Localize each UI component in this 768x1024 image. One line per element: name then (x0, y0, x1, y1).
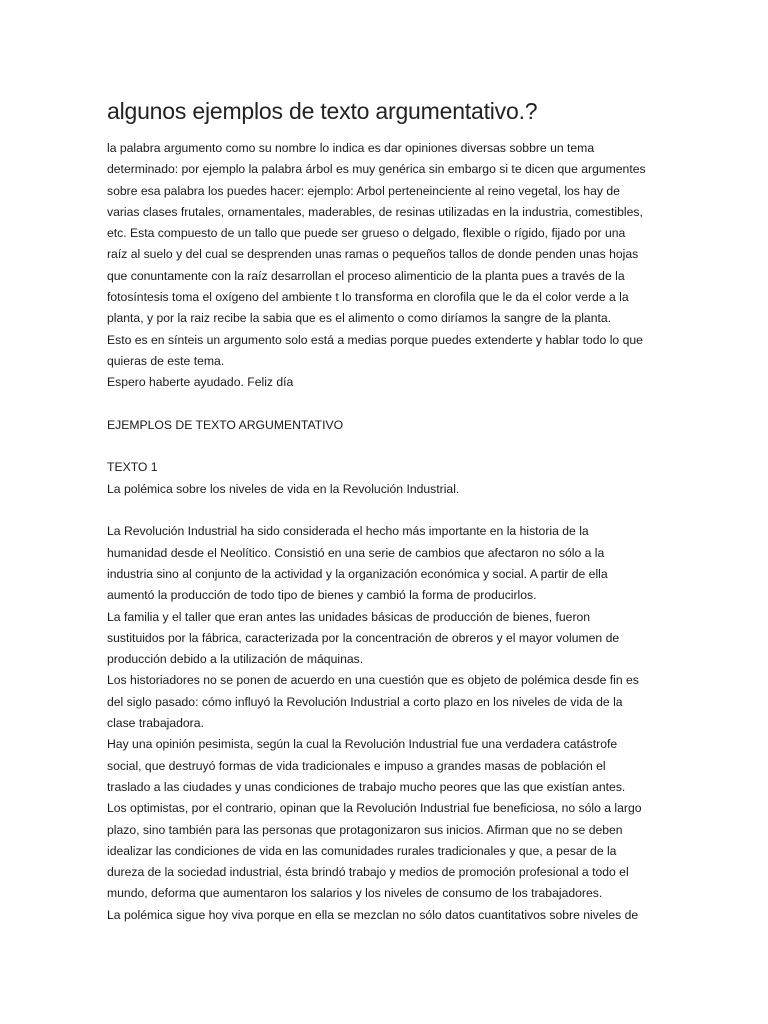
text-line: humanidad desde el Neolítico. Consistió en una serie de cambios que afectaron no sólo a la (107, 545, 605, 560)
text-line: fotosíntesis toma el oxígeno del ambiente t lo transforma en clorofila que le da el color verde a la (107, 290, 629, 305)
text-line: clase trabajadora. (107, 716, 204, 731)
text-line: varias clases frutales, ornamentales, maderables, de resinas utilizadas en la industria, comestibles, (107, 204, 643, 219)
text-line: La polémica sigue hoy viva porque en ella se mezclan no sólo datos cuantitativos sobre niveles de (107, 907, 639, 922)
text-line: que conuntamente con la raíz desarrollan el proceso alimenticio de la planta pues a través de la (107, 268, 625, 283)
text-line: traslado a las ciudades y unas condiciones de trabajo mucho peores que las que existían antes. (107, 779, 626, 794)
text-line: determinado: por ejemplo la palabra árbol es muy genérica sin embargo si te dicen que argumentes (107, 162, 646, 177)
text-line: mundo, deforma que aumentaron los salarios y los niveles de consumo de los trabajadores. (107, 886, 603, 901)
section-heading: EJEMPLOS DE TEXTO ARGUMENTATIVO (107, 417, 344, 432)
text-line: del siglo pasado: cómo influyó la Revolución Industrial a corto plazo en los niveles de vida de la (107, 694, 623, 709)
document-page (107, 96, 667, 926)
text-line: sobre esa palabra los puedes hacer: ejemplo: Arbol perteneinciente al reino vegetal, los hay de (107, 183, 620, 198)
text-line: Hay una opinión pesimista, según la cual la Revolución Industrial fue una verdadera catástrofe (107, 737, 618, 752)
text-line: idealizar las condiciones de vida en las comunidades rurales tradicionales y que, a pesar de la (107, 843, 617, 858)
text-line: planta, y por la raiz recibe la sabia que es el alimento o como diríamos la sangre de la planta. (107, 311, 612, 326)
text-line: etc. Esta compuesto de un tallo que puede ser grueso o delgado, flexible o rígido, fijado por una (107, 226, 626, 241)
text-line: aumentó la producción de todo tipo de bienes y cambió la forma de producirlos. (107, 588, 537, 603)
answer-paragraph (107, 138, 667, 926)
text-line: la palabra argumento como su nombre lo indica es dar opiniones diversas sobbre un tema (107, 141, 595, 155)
text-line: social, que destruyó formas de vida tradicionales e impuso a grandes masas de población el (107, 758, 606, 773)
document-title: algunos ejemplos de texto argumentativo.? (107, 98, 538, 124)
text1-label: TEXTO 1 (107, 460, 158, 475)
text-line: raíz al suelo y del cual se desprenden unas ramas o pequeños tallos de donde penden unas hojas (107, 247, 639, 262)
text-line: plazo, sino también para las personas que protagonizaron sus inicios. Afirman que no se deben (107, 822, 623, 837)
text1-subtitle: La polémica sobre los niveles de vida en la Revolución Industrial. (107, 481, 460, 496)
text-line: industria sino al conjunto de la actividad y la organización económica y social. A partir de ella (107, 566, 608, 581)
text-line: La familia y el taller que eran antes las unidades básicas de producción de bienes, fueron (107, 609, 591, 624)
text-line: dureza de la sociedad industrial, ésta brindó trabajo y medios de promoción profesional a todo el (107, 865, 629, 880)
text-line: Los optimistas, por el contrario, opinan que la Revolución Industrial fue beneficiosa, no sólo a largo (107, 801, 642, 816)
text-line: Esto es en sínteis un argumento solo está a medias porque puedes extenderte y hablar todo lo que (107, 332, 643, 347)
text-line: Los historiadores no se ponen de acuerdo en una cuestión que es objeto de polémica desde fin es (107, 673, 639, 688)
text-line: La Revolución Industrial ha sido considerada el hecho más importante en la historia de la (107, 524, 589, 539)
text-line: Espero haberte ayudado. Feliz día (107, 375, 294, 390)
text-line: quieras de este tema. (107, 353, 225, 368)
text-line: producción debido a la utilización de máquinas. (107, 652, 364, 667)
text-line: sustituidos por la fábrica, caracterizada por la concentración de obreros y el mayor volumen de (107, 630, 620, 645)
